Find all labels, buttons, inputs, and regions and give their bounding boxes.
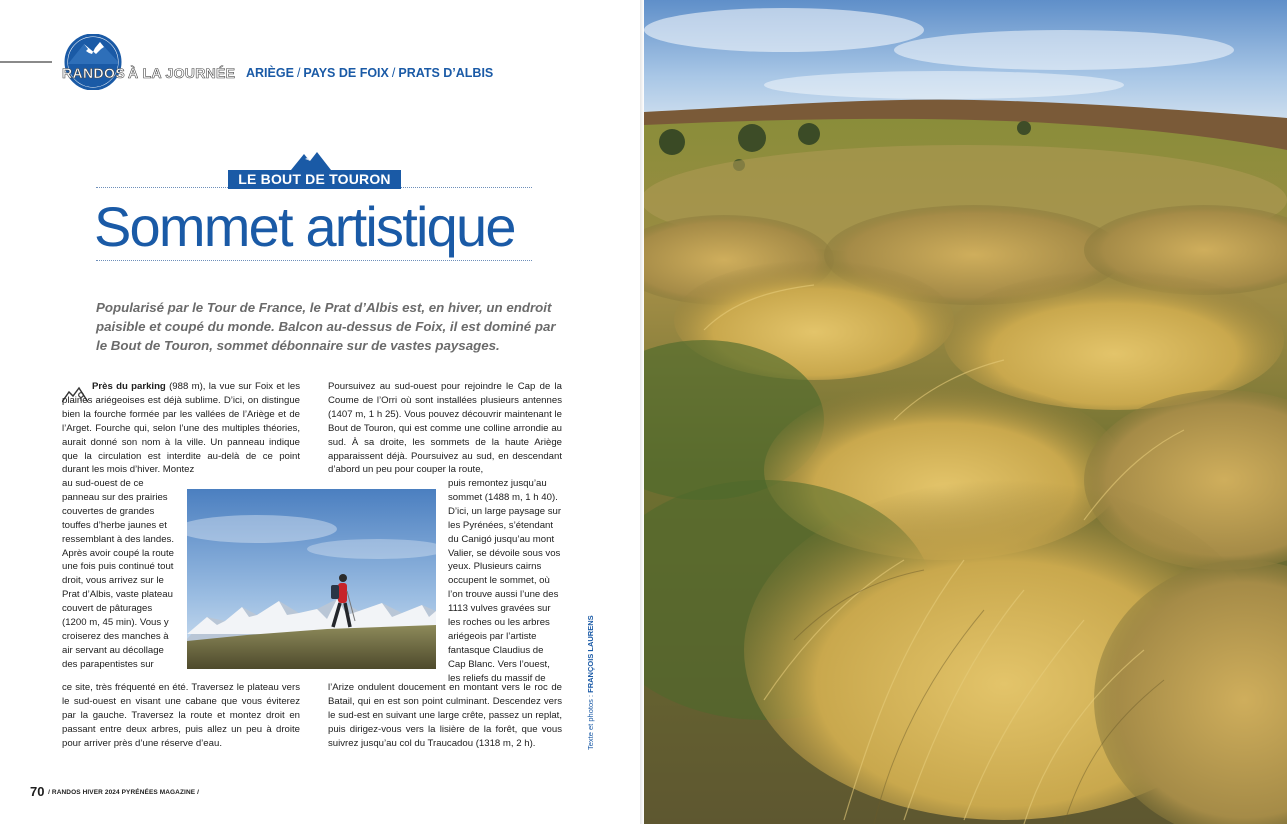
breadcrumb <box>246 66 493 80</box>
page-number: 70 <box>30 784 45 799</box>
body-column-2-top: Poursuivez au sud-ouest pour rejoindre le Cap de la Coume de l’Orri où sont installées plusieurs antennes (1407 m, 1 h 25). Vous pouvez découvrir maintenant le Bout de Touron, qui est comme une colline arrondie au sud. À sa droite, les sommets de la haute Ariège apparaissent déjà. Poursuivez au sud, en descendant d’abord un peu pour couper la route, <box>328 381 562 476</box>
page-title: Sommet artistique <box>94 195 515 258</box>
lead-word: Près du parking <box>92 381 166 392</box>
logo-word: RANDOS <box>62 65 126 81</box>
breadcrumb-site: PRATS D’ALBIS <box>398 66 494 80</box>
credit-name: FRANÇOIS LAURENS <box>586 615 595 693</box>
mountain-logo-icon <box>62 34 124 90</box>
breadcrumb-area: PAYS DE FOIX <box>303 66 389 80</box>
right-page <box>644 0 1287 824</box>
title-rule-bottom <box>96 260 532 261</box>
mountain-peaks-icon <box>291 150 331 170</box>
body-column-2-wrap: puis remontez jusqu’au sommet (1488 m, 1 h 40). D’ici, un large paysage sur les Pyrénées, s’étendant du Canigó jusqu’au mont Valier, se dévoile sous vos yeux. Plusieurs cairns occupent le sommet, où l’on trouve aussi l’une des 1113 vulves gravées sur les roches ou les arbres ariégeois par l’artiste fantasque Claudius de Cap Blanc. Vers l’ouest, les reliefs du massif de <box>448 478 562 684</box>
hiker-photo <box>187 489 436 669</box>
grass-landscape-photo <box>644 0 1287 824</box>
magazine-name: / RANDOS HIVER 2024 PYRÉNÉES MAGAZINE / <box>48 789 199 796</box>
body-column-1-top <box>62 380 300 477</box>
body-column-1-wrap: au sud-ouest de ce panneau sur des prairies couvertes de grandes touffes d’herbe jaunes et ressemblant à des landes. Après avoir coupé la route une fois puis continué tout droit, vous arrivez sur le Prat d’Albis, vaste plateau couvert de pâturages (1200 m, 45 min). Vous y croiserez des manches à air servant au décollage des parapentistes sur <box>62 478 174 670</box>
body-column-1-bottom: ce site, très fréquenté en été. Traversez le plateau vers le sud-ouest en visant une cabane que vous éviterez par la gauche. Traversez la route et montez droit en passant entre deux arbres, puis allez un peu à droite pour arriver près d’une réserve d’eau. <box>62 682 300 749</box>
breadcrumb-separator: / <box>391 66 396 80</box>
lead-paragraph: Popularisé par le Tour de France, le Prat d’Albis est, en hiver, un endroit paisible et coupé du monde. Balcon au-dessus de Foix, il est dominé par le Bout de Touron, sommet débonnaire sur de vastes paysages. <box>96 300 556 353</box>
credit-label: Texte et photos : <box>586 692 595 750</box>
header-rule <box>0 61 52 63</box>
body-column-2-bottom: l’Arize ondulent doucement en montant vers le roc de Batail, qui en est son point culminant. Descendez vers le sud-est en suivant une large crête, passez un replat, puis dirigez-vous vers la lisière de la forêt, que vous suivrez jusqu’au col du Traucadou (1318 m, 2 h). <box>328 682 562 749</box>
kicker-badge: LE BOUT DE TOURON <box>228 170 401 189</box>
breadcrumb-region: ARIÈGE <box>246 66 294 80</box>
photo-credit <box>586 615 595 750</box>
page-footer <box>30 784 199 799</box>
left-page <box>0 0 640 824</box>
breadcrumb-separator: / <box>296 66 301 80</box>
section-label: À LA JOURNÉE <box>128 65 236 81</box>
body-text: (988 m), la vue sur Foix et les plaines ariégeoises est déjà sublime. D’ici, on distingue bien la fourche formée par les vallées de l’Ariège et de l’Arget. Fourche qui, selon l’une des multiples théories, aurait donné son nom à la ville. Un panneau indique que la circulation est interdite au-delà de ce point durant les mois d’hiver. Montez <box>62 381 300 476</box>
